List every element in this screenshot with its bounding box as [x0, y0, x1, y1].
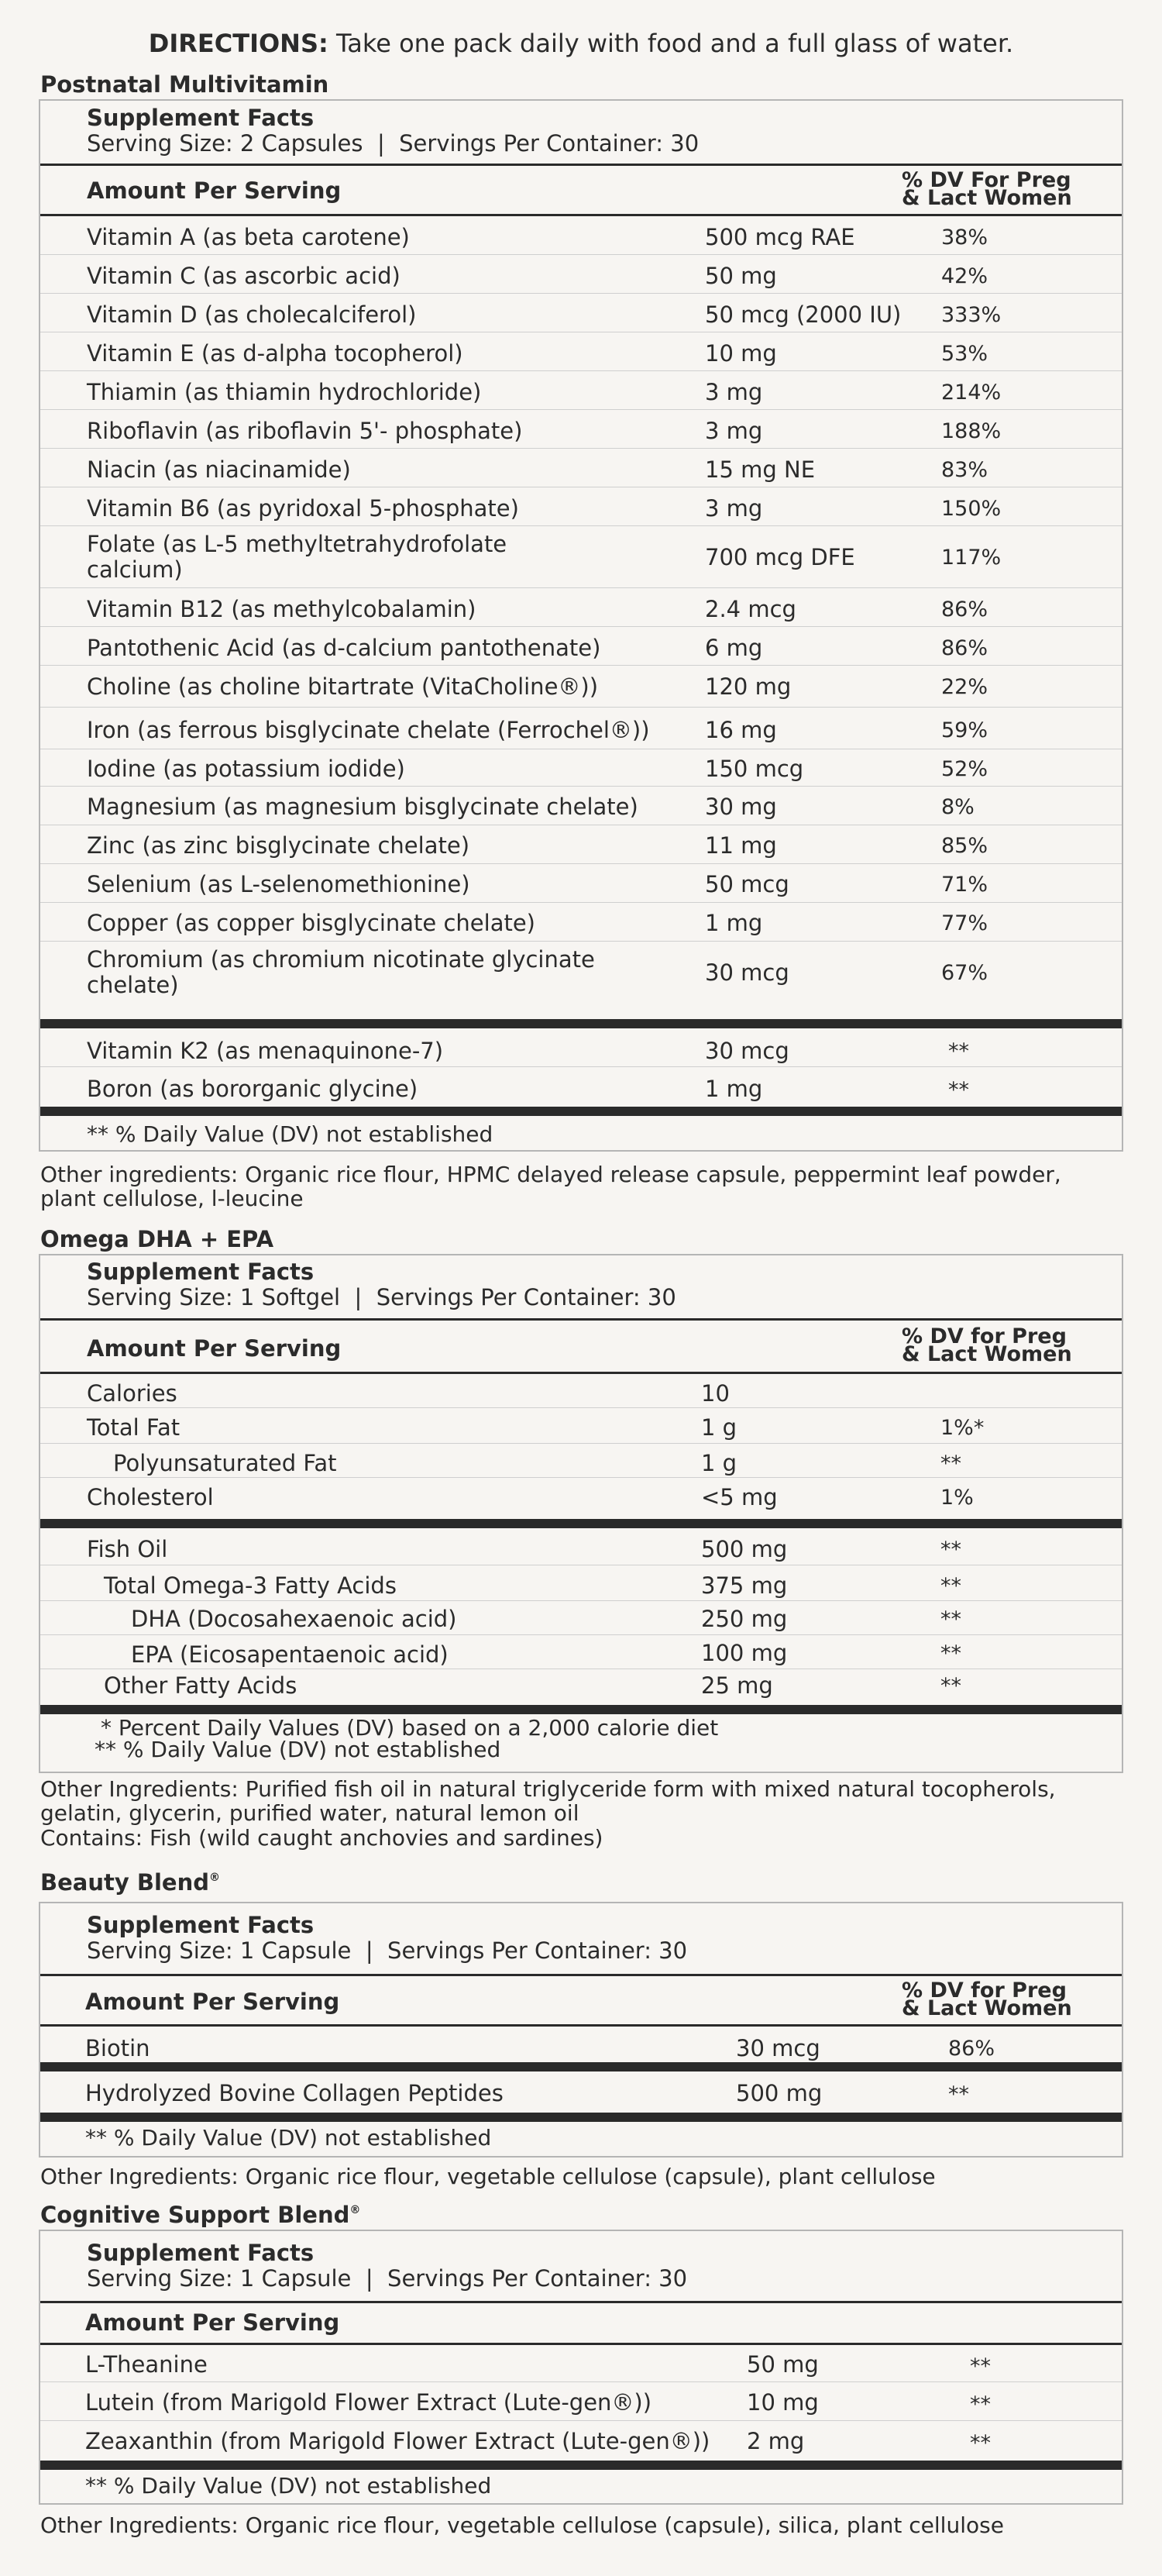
dv-header [902, 168, 1072, 210]
nutrient-name: Zinc (as zinc bisglycinate chelate) [87, 832, 470, 859]
nutrient-name: Riboflavin (as riboflavin 5'- phosphate) [87, 418, 523, 444]
nutrient-amount: 500 mcg RAE [705, 224, 855, 250]
other-ingredients-omega [40, 1777, 1125, 1850]
nutrient-name [87, 947, 595, 999]
nutrient-dv: 214% [941, 381, 1002, 405]
nutrient-amount: 1 mg [705, 1076, 763, 1102]
other-ingredients-line: gelatin, glycerin, purified water, natural lemon oil [40, 1800, 579, 1827]
directions-text: Take one pack daily with food and a full glass of water. [328, 29, 1014, 58]
nutrient-dv: 59% [941, 718, 988, 742]
nutrient-name: Vitamin B6 (as pyridoxal 5-phosphate) [87, 495, 519, 522]
nutrient-amount: 700 mcg DFE [705, 544, 855, 570]
table-row [40, 588, 1122, 627]
section-divider-thick [40, 1519, 1122, 1528]
facts-header [87, 1259, 676, 1311]
registered-mark: ® [208, 1872, 220, 1884]
nutrient-name: EPA (Eicosapentaenoic acid) [131, 1641, 449, 1668]
footer-rule-thick [40, 2461, 1122, 2470]
nutrient-amount: 3 mg [705, 495, 763, 522]
table-row [40, 627, 1122, 666]
nutrient-dv: 333% [941, 303, 1002, 327]
nutrient-dv: ** [970, 2392, 991, 2416]
nutrient-dv: 1%* [940, 1416, 985, 1440]
nutrient-amount: 250 mg [701, 1606, 788, 1632]
nutrient-name: Fish Oil [87, 1536, 168, 1562]
footer-rule-thick [40, 1705, 1122, 1714]
nutrient-name: Magnesium (as magnesium bisglycinate chelate) [87, 794, 638, 820]
other-ingredients-line: Other Ingredients: Organic rice flour, vegetable cellulose (capsule), plant cellulose [40, 2164, 936, 2189]
nutrient-amount: 16 mg [705, 717, 777, 743]
nutrient-amount: 10 mg [747, 2389, 819, 2416]
nutrient-amount: 6 mg [705, 635, 763, 661]
nutrient-amount: 50 mcg [705, 871, 789, 897]
other-ingredients-line: Other Ingredients: Purified fish oil in natural triglyceride form with mixed natural tocopherols, [40, 1776, 1056, 1802]
nutrient-amount: <5 mg [701, 1484, 778, 1510]
section-title-omega: Omega DHA + EPA [40, 1226, 274, 1252]
facts-title: Supplement Facts [87, 2240, 315, 2266]
nutrient-name: DHA (Docosahexaenoic acid) [131, 1606, 457, 1632]
facts-header [87, 105, 699, 157]
supplement-facts-box-beauty [39, 1902, 1123, 2158]
section-title-text: Cognitive Support Blend [40, 2202, 350, 2228]
nutrient-name: Polyunsaturated Fat [113, 1450, 337, 1476]
nutrient-dv: 150% [941, 497, 1002, 521]
nutrient-name: Total Omega-3 Fatty Acids [104, 1572, 397, 1599]
nutrient-name: Thiamin (as thiamin hydrochloride) [87, 379, 482, 405]
nutrient-amount: 3 mg [705, 418, 763, 444]
nutrient-amount: 25 mg [701, 1672, 773, 1699]
nutrient-dv: 188% [941, 419, 1002, 443]
nutrient-dv: ** [948, 1078, 969, 1102]
footnote: ** % Daily Value (DV) not established [85, 2473, 492, 2499]
nutrient-name: Vitamin D (as cholecalciferol) [87, 301, 417, 328]
other-ingredients-cognitive [40, 2513, 1125, 2537]
nutrient-dv: 8% [941, 795, 975, 819]
nutrient-amount: 50 mcg (2000 IU) [705, 301, 902, 328]
nutrient-dv: ** [940, 1538, 961, 1562]
nutrient-name: L-Theanine [85, 2351, 208, 2378]
table-row [40, 2027, 1122, 2061]
footnote: * Percent Daily Values (DV) based on a 2,000 calorie diet [101, 1715, 719, 1741]
table-row [40, 449, 1122, 487]
table-row [40, 1669, 1122, 1703]
nutrient-dv: 86% [941, 636, 988, 660]
nutrient-name: Zeaxanthin (from Marigold Flower Extract (Lute-gen®)) [85, 2428, 710, 2454]
table-row [40, 864, 1122, 903]
nutrient-name: Copper (as copper bisglycinate chelate) [87, 910, 535, 936]
nutrient-name-line-2: chelate) [87, 972, 179, 999]
header-rule [40, 164, 1122, 166]
nutrient-name: Boron (as bororganic glycine) [87, 1076, 418, 1102]
facts-title: Supplement Facts [87, 105, 315, 131]
dv-header-line-2: & Lact Women [902, 1341, 1072, 1366]
dv-header-line-2: & Lact Women [902, 185, 1072, 210]
footnote: ** % Daily Value (DV) not established [95, 1737, 501, 1762]
nutrient-amount: 3 mg [705, 379, 763, 405]
nutrient-dv: ** [940, 1452, 961, 1476]
nutrient-amount: 30 mg [705, 794, 777, 820]
section-divider-thick [40, 1019, 1122, 1028]
nutrient-dv: 85% [941, 834, 988, 858]
section-title-postnatal: Postnatal Multivitamin [40, 71, 329, 98]
nutrient-amount: 2.4 mcg [705, 596, 796, 622]
table-row [40, 410, 1122, 449]
nutrient-name: Calories [87, 1380, 177, 1407]
nutrient-name: Total Fat [87, 1414, 180, 1441]
table-row [40, 666, 1122, 708]
other-ingredients-line: Other Ingredients: Organic rice flour, vegetable cellulose (capsule), silica, plant cellulose [40, 2512, 1004, 2538]
nutrient-amount: 30 mcg [736, 2035, 820, 2061]
nutrient-name-line-1: Folate (as L-5 methyltetrahydrofolate [87, 531, 507, 557]
nutrient-name: Cholesterol [87, 1484, 214, 1510]
section-title-text: Beauty Blend [40, 1869, 209, 1896]
directions-line [0, 29, 1162, 58]
nutrient-name-line-1: Chromium (as chromium nicotinate glycinate [87, 946, 595, 973]
nutrient-name: Choline (as choline bitartrate (VitaCholine®)) [87, 673, 599, 700]
directions-label: DIRECTIONS: [148, 29, 328, 58]
nutrient-amount: 30 mcg [705, 1038, 789, 1064]
table-row [40, 1528, 1122, 1565]
nutrient-amount: 1 mg [705, 910, 763, 936]
nutrient-dv: 117% [941, 546, 1002, 570]
serving-info: Serving Size: 1 Capsule | Servings Per Container: 30 [87, 1937, 688, 1965]
nutrient-dv: 22% [941, 675, 988, 699]
nutrient-name [87, 532, 507, 584]
contains-line: Contains: Fish (wild caught anchovies and sardines) [40, 1824, 603, 1851]
nutrient-amount: 15 mg NE [705, 456, 816, 483]
nutrient-amount: 11 mg [705, 832, 777, 859]
nutrient-name: Vitamin A (as beta carotene) [87, 224, 410, 250]
facts-header [87, 1913, 687, 1965]
nutrient-amount: 1 g [701, 1450, 737, 1476]
nutrient-dv: ** [940, 1674, 961, 1698]
supplement-facts-box-cognitive [39, 2230, 1123, 2505]
nutrient-dv: 38% [941, 226, 988, 250]
table-row [40, 749, 1122, 787]
registered-mark: ® [349, 2204, 361, 2216]
table-row [40, 1067, 1122, 1106]
nutrient-dv: 86% [948, 2037, 995, 2061]
nutrient-name: Pantothenic Acid (as d-calcium pantothenate) [87, 635, 601, 661]
nutrient-dv: ** [940, 1574, 961, 1598]
header-rule [40, 1974, 1122, 1976]
other-ingredients-beauty [40, 2164, 1125, 2189]
nutrient-name: Vitamin C (as ascorbic acid) [87, 263, 401, 289]
table-row [40, 903, 1122, 942]
serving-info: Serving Size: 1 Capsule | Servings Per Container: 30 [87, 2265, 688, 2292]
nutrient-amount: 10 [701, 1380, 730, 1407]
supplement-facts-box-postnatal [39, 99, 1123, 1152]
nutrient-amount: 120 mg [705, 673, 792, 700]
nutrient-amount: 500 mg [701, 1536, 788, 1562]
table-row [40, 1028, 1122, 1067]
nutrient-name: Other Fatty Acids [104, 1672, 297, 1699]
facts-title: Supplement Facts [87, 1259, 315, 1285]
amount-per-serving-header: Amount Per Serving [87, 177, 342, 204]
table-row [40, 1408, 1122, 1444]
supplement-facts-box-omega [39, 1254, 1123, 1773]
nutrient-name: Niacin (as niacinamide) [87, 456, 351, 483]
amount-per-serving-header: Amount Per Serving [85, 1989, 340, 2015]
amount-per-serving-header: Amount Per Serving [87, 1335, 342, 1362]
nutrient-amount: 50 mg [747, 2351, 819, 2378]
dv-header-line-1: % DV for Preg [902, 1978, 1067, 2003]
dv-header [902, 1978, 1072, 2020]
serving-info: Serving Size: 1 Softgel | Servings Per Container: 30 [87, 1284, 676, 1311]
table-row [40, 1601, 1122, 1635]
table-row [40, 708, 1122, 749]
table-row [40, 2345, 1122, 2382]
nutrient-name: Hydrolyzed Bovine Collagen Peptides [85, 2080, 504, 2106]
footer-rule-thick [40, 1107, 1122, 1116]
section-title-cognitive [40, 2202, 360, 2228]
table-row [40, 942, 1122, 1004]
nutrient-amount: 30 mcg [705, 959, 789, 986]
nutrient-dv: 52% [941, 757, 988, 781]
section-title-beauty [40, 1870, 220, 1896]
header-rule [40, 2301, 1122, 2303]
serving-info: Serving Size: 2 Capsules | Servings Per Container: 30 [87, 130, 700, 157]
nutrient-dv: 1% [940, 1486, 974, 1510]
nutrient-dv: 53% [941, 342, 988, 366]
nutrient-name: Lutein (from Marigold Flower Extract (Lute-gen®)) [85, 2389, 652, 2416]
header-rule [40, 1318, 1122, 1321]
nutrient-name-line-2: calcium) [87, 556, 183, 584]
table-row [40, 2071, 1122, 2110]
nutrient-amount: 100 mg [701, 1640, 788, 1666]
footnote: ** % Daily Value (DV) not established [85, 2125, 492, 2151]
nutrient-name: Biotin [85, 2035, 150, 2061]
dv-header [902, 1324, 1072, 1366]
other-ingredients-postnatal [40, 1162, 1125, 1211]
table-row [40, 1565, 1122, 1601]
other-ingredients-line: Other ingredients: Organic rice flour, HPMC delayed release capsule, peppermint leaf powder, [40, 1162, 1061, 1187]
nutrient-name: Iodine (as potassium iodide) [87, 756, 405, 782]
table-row [40, 526, 1122, 588]
nutrient-amount: 50 mg [705, 263, 777, 289]
footnote: ** % Daily Value (DV) not established [87, 1121, 493, 1147]
table-row [40, 2421, 1122, 2460]
nutrient-dv: 67% [941, 961, 988, 985]
other-ingredients-line: plant cellulose, l-leucine [40, 1186, 304, 1212]
nutrient-amount: 500 mg [736, 2080, 823, 2106]
nutrient-dv: ** [948, 1039, 969, 1063]
table-row [40, 2382, 1122, 2421]
nutrient-amount: 2 mg [747, 2428, 805, 2454]
nutrient-name: Iron (as ferrous bisglycinate chelate (Ferrochel®)) [87, 717, 650, 743]
table-row [40, 371, 1122, 410]
nutrient-amount: 150 mcg [705, 756, 804, 782]
dv-header-line-2: & Lact Women [902, 1996, 1072, 2020]
dv-header-line-1: % DV for Preg [902, 1324, 1067, 1348]
nutrient-name: Vitamin B12 (as methylcobalamin) [87, 596, 476, 622]
facts-header [87, 2240, 687, 2292]
nutrient-dv: ** [940, 1641, 961, 1665]
nutrient-dv: ** [970, 2354, 991, 2378]
section-divider-thick [40, 2062, 1122, 2071]
nutrient-name: Selenium (as L-selenomethionine) [87, 871, 470, 897]
nutrient-dv: 77% [941, 911, 988, 935]
nutrient-amount: 1 g [701, 1414, 737, 1441]
nutrient-dv: 83% [941, 458, 988, 482]
table-row [40, 294, 1122, 332]
nutrient-dv: ** [970, 2431, 991, 2455]
amount-per-serving-header: Amount Per Serving [85, 2309, 340, 2336]
table-row [40, 1374, 1122, 1408]
nutrient-amount: 375 mg [701, 1572, 788, 1599]
facts-title: Supplement Facts [87, 1912, 315, 1938]
nutrient-dv: ** [940, 1607, 961, 1631]
table-row [40, 332, 1122, 371]
dv-header-line-1: % DV For Preg [902, 168, 1071, 192]
nutrient-dv: 42% [941, 264, 988, 288]
nutrient-name: Vitamin E (as d-alpha tocopherol) [87, 340, 463, 367]
table-row [40, 1478, 1122, 1512]
table-row [40, 1635, 1122, 1669]
footnotes [95, 1717, 718, 1761]
table-row [40, 255, 1122, 294]
nutrient-amount: 10 mg [705, 340, 777, 367]
table-row [40, 825, 1122, 864]
nutrient-dv: ** [948, 2082, 969, 2106]
table-row [40, 1444, 1122, 1478]
table-row [40, 216, 1122, 255]
nutrient-dv: 71% [941, 873, 988, 897]
nutrient-name: Vitamin K2 (as menaquinone-7) [87, 1038, 444, 1064]
table-row [40, 487, 1122, 526]
table-row [40, 787, 1122, 825]
footer-rule-thick [40, 2113, 1122, 2122]
nutrient-dv: 86% [941, 598, 988, 622]
